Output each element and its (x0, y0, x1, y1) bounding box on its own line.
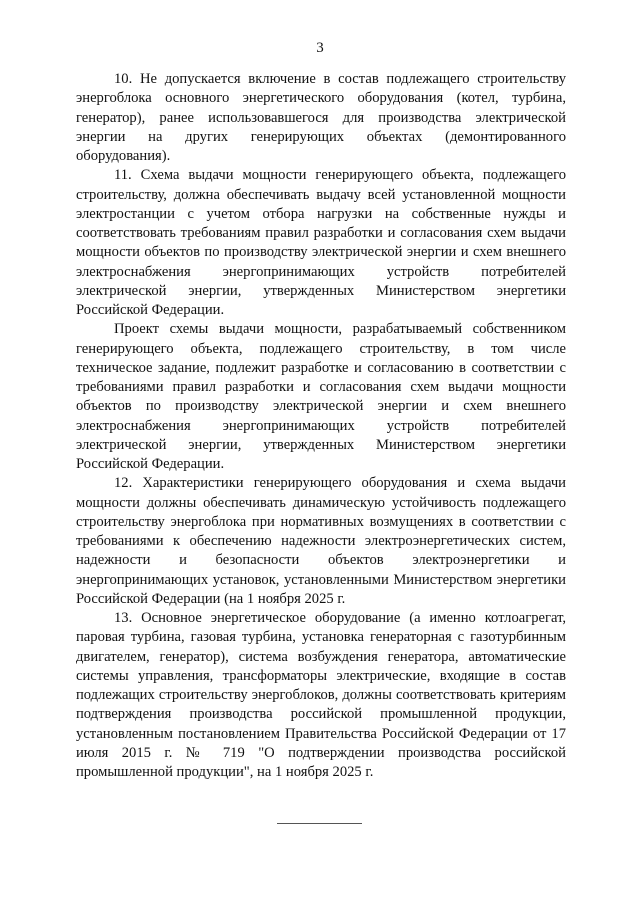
paragraph-12: 12. Характеристики генерирующего оборудования и схема выдачи мощности должны обеспечивать динамическую устойчивость подлежащего строительству энергоблока при нормативных возмущениях в соответствии с требованиями к обеспечению надежности электроэнергетических систем, надежности и безопасности объектов электроэнергетики и энергопринимающих установок, установленными Министерством энергетики Российской Федерации (на 1 ноября 2025 г. (76, 475, 566, 607)
page-number: 3 (316, 40, 324, 56)
paragraph-11-continuation: Проект схемы выдачи мощности, разрабатываемый собственником генерирующего объекта, подлежащего строительству, в том числе техническое задание, подлежит разработке и согласованию в соответствии с требованиями правил разработки и согласования схем выдачи мощности объектов по производству электрической энергии и схем внешнего электроснабжения энергопринимающих устройств потребителей электрической энергии, утвержденных Министерством энергетики Российской Федерации. (76, 321, 566, 472)
document-body (76, 70, 566, 782)
end-separator-line (277, 823, 362, 824)
paragraph-11: 11. Схема выдачи мощности генерирующего объекта, подлежащего строительству, должна обеспечивать выдачу всей установленной мощности электростанции с учетом отбора нагрузки на собственные нужды и соответствовать требованиям правил разработки и согласования схем выдачи мощности объектов по производству электрической энергии и схем внешнего электроснабжения энергопринимающих устройств потребителей электрической энергии, утвержденных Министерством энергетики Российской Федерации. (76, 167, 566, 318)
paragraph-10: 10. Не допускается включение в состав подлежащего строительству энергоблока основного энергетического оборудования (котел, турбина, генератор), ранее использовавшегося для производства электрической энергии на других генерирующих объектах (демонтированного оборудования). (76, 71, 566, 164)
paragraph-13: 13. Основное энергетическое оборудование (а именно котлоагрегат, паровая турбина, газовая турбина, установка генераторная с газотурбинным двигателем, генератор), система возбуждения генератора, автоматические системы управления, трансформаторы электрические, входящие в состав подлежащих строительству энергоблоков, должны соответствовать критериям подтверждения производства российской промышленной продукции, установленным постановлением Правительства Российской Федерации от 17 июля 2015 г. № 719 "О подтверждении производства российской промышленной продукции", на 1 ноября 2025 г. (76, 610, 566, 780)
